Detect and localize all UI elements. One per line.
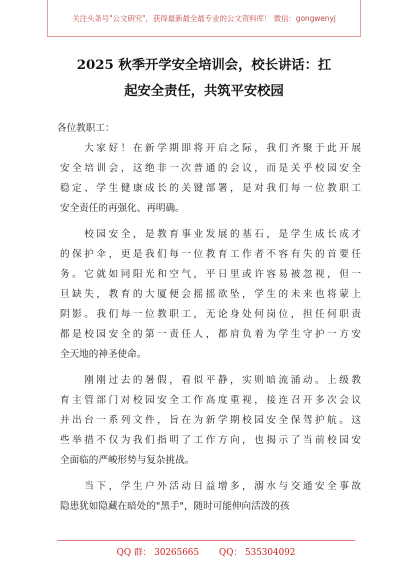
- document-title-line-2: 起安全责任，共筑平安校园: [124, 84, 284, 99]
- paragraph-line: 务。它就如同阳光和空气，平日里或许容易被忽视，但一: [60, 269, 361, 280]
- paragraph-line: 校园安全，是教育事业发展的基石，是学生成长成才: [60, 229, 361, 240]
- paragraph-line: 旦缺失，教育的大厦便会摇摇欲坠，学生的未来也将蒙上: [60, 289, 361, 300]
- paragraph-line: 当下，学生户外活动日益增多，溺水与交通安全事故: [60, 481, 361, 492]
- promo-banner: [47, 0, 361, 37]
- paragraph: [60, 139, 361, 219]
- footer-qq: QQ： 535304092: [219, 547, 296, 558]
- paragraph-line: 刚刚过去的暑假，看似平静，实则暗流涌动。上级教: [60, 375, 361, 386]
- document-title: [48, 53, 360, 105]
- footer-contact: [57, 540, 355, 561]
- paragraph-line: 稳定、学生健康成长的关键部署，是对我们每一位教职工: [60, 183, 361, 194]
- paragraph-line: 的保护伞，更是我们每一位教育工作者不容有失的首要任: [60, 249, 361, 260]
- paragraph: [60, 477, 361, 517]
- paragraph-line: 隐患犹如隐藏在暗处的"黑手"，随时可能伸向活泼的孩: [60, 501, 290, 512]
- body-text: [60, 139, 361, 517]
- promo-banner-text: 关注头条号"公文研究"，获得最新最全最专业的公文资料库！ 微信：gongwenyj: [72, 13, 336, 23]
- paragraph-line: 全面临的严峻形势与复杂挑战。: [60, 455, 195, 466]
- paragraph-line: 阴影。我们每一位教职工，无论身处何岗位，担任何职责: [60, 309, 361, 320]
- paragraph-line: 些举措不仅为我们指明了工作方向，也揭示了当前校园安: [60, 435, 361, 446]
- footer-qq-group: QQ 群： 30265665: [116, 547, 199, 558]
- paragraph: [60, 371, 361, 471]
- document-title-line-1: 2025 秋季开学安全培训会，校长讲话：扛: [76, 58, 332, 73]
- paragraph-line: 大家好！在新学期即将开启之际，我们齐聚于此开展: [60, 143, 361, 154]
- paragraph: [60, 225, 361, 365]
- paragraph-line: 并出台一系列文件，旨在为新学期校园安全保驾护航。这: [60, 415, 361, 426]
- salutation: 各位教职工：: [57, 123, 115, 134]
- paragraph-line: 安全责任的再强化、再明确。: [60, 203, 185, 214]
- paragraph-line: 育主管部门对校园安全工作高度重视，接连召开多次会议: [60, 395, 361, 406]
- paragraph-line: 安全培训会，这绝非一次普通的会议，而是关乎校园安全: [60, 163, 361, 174]
- paragraph-line: 全天地的神圣使命。: [60, 349, 147, 360]
- paragraph-line: 都是校园安全的第一责任人，都肩负着为学生守护一方安: [60, 329, 361, 340]
